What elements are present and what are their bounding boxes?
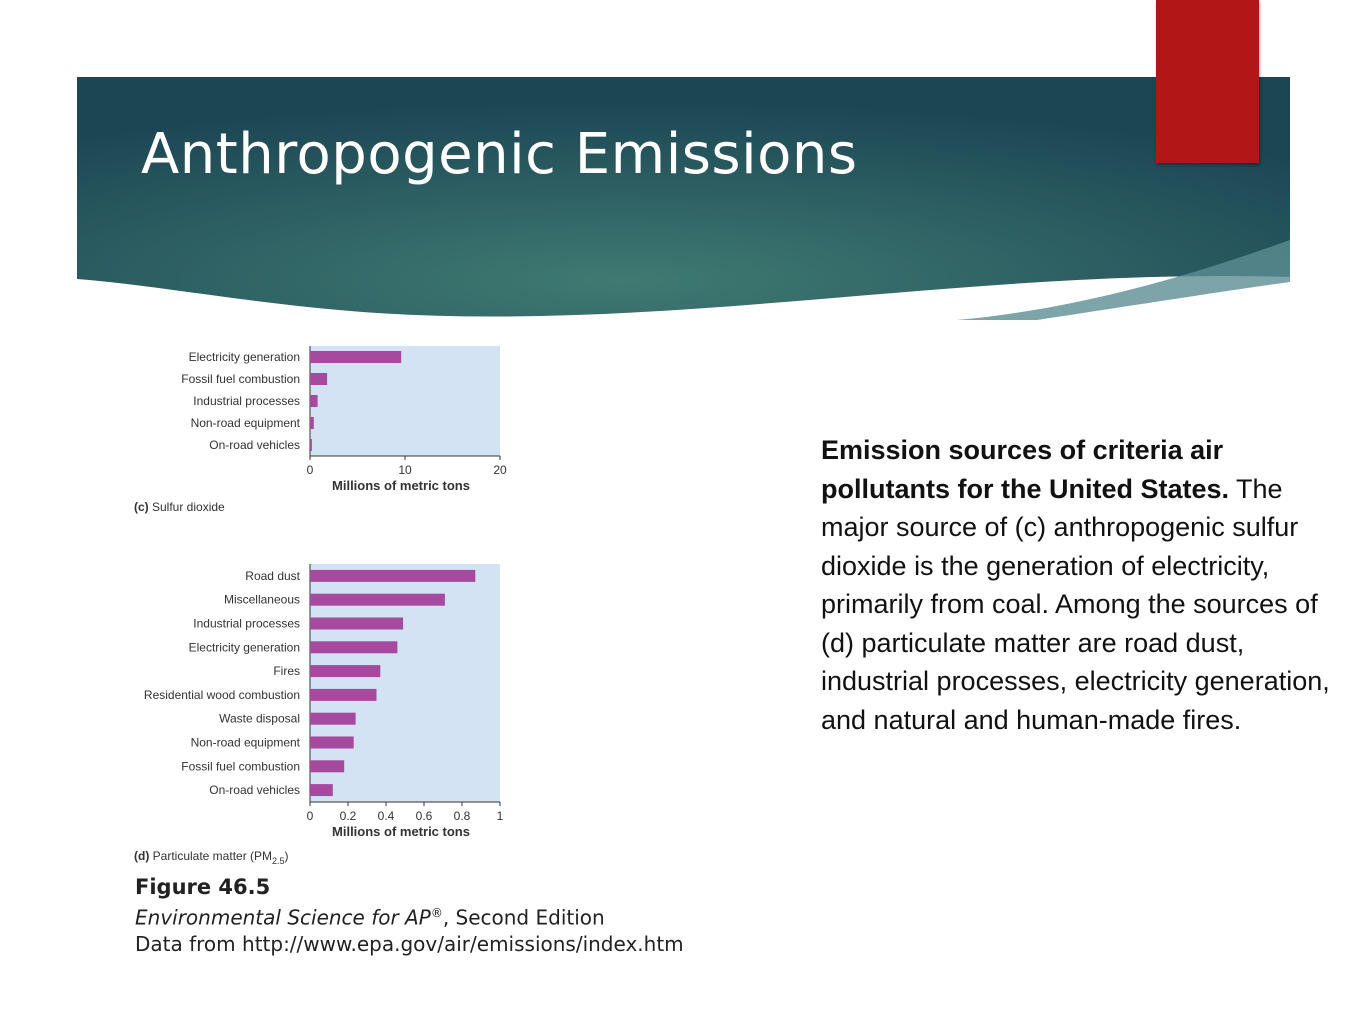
bar <box>310 665 380 677</box>
x-axis-title: Millions of metric tons <box>332 824 470 839</box>
figure-caption-text <box>821 431 1341 739</box>
panel-title: (c) Sulfur dioxide <box>134 500 225 514</box>
x-tick-label: 20 <box>493 463 507 477</box>
category-label: Residential wood combustion <box>143 687 300 702</box>
bar <box>310 594 445 606</box>
bar <box>310 417 314 429</box>
x-tick-label: 0.2 <box>339 809 357 823</box>
bar <box>310 395 318 407</box>
figure-book-edition: , Second Edition <box>442 905 605 930</box>
bar <box>310 737 354 749</box>
category-label: On-road vehicles <box>209 438 300 452</box>
category-label: Road dust <box>245 568 300 583</box>
x-tick-label: 0.8 <box>453 809 471 823</box>
category-label: Fossil fuel combustion <box>181 372 300 386</box>
chart-particulate-matter <box>120 556 540 866</box>
caption-bold: Emission sources of criteria air pollutants for the United States. <box>821 435 1230 504</box>
bar <box>310 351 401 363</box>
title-banner <box>77 77 1290 320</box>
x-tick-label: 10 <box>398 463 412 477</box>
chart-sulfur-dioxide <box>120 338 540 518</box>
figure-book-registered: ® <box>430 906 443 920</box>
x-tick-label: 0 <box>306 809 314 823</box>
category-label: Fossil fuel combustion <box>181 759 300 774</box>
x-tick-label: 0 <box>306 463 314 477</box>
x-tick-label: 0.4 <box>377 809 395 823</box>
chart-svg <box>120 338 540 518</box>
category-label: Electricity generation <box>188 350 300 364</box>
category-label: Electricity generation <box>188 640 300 655</box>
chart-svg <box>120 556 540 866</box>
bar <box>310 373 327 385</box>
bar <box>310 641 397 653</box>
red-accent-tab <box>1156 0 1259 163</box>
category-label: Industrial processes <box>193 616 300 631</box>
caption-body: The major source of (c) anthropogenic sulfur dioxide is the generation of electricity, primarily from coal. Among the sources of (d) particulate matter are road dust, industrial processes, electricity generation, and natural and human-made fires. <box>821 473 1330 735</box>
figure-credit <box>135 874 684 957</box>
category-label: Fires <box>273 664 300 679</box>
x-axis-title: Millions of metric tons <box>332 478 470 493</box>
category-label: Industrial processes <box>193 394 300 408</box>
bar <box>310 689 377 701</box>
slide-title: Anthropogenic Emissions <box>141 122 858 187</box>
bar <box>310 618 403 630</box>
category-label: Non-road equipment <box>190 735 300 750</box>
figure-source: Data from http://www.epa.gov/air/emissions/index.htm <box>135 931 684 956</box>
category-label: Miscellaneous <box>223 592 300 607</box>
bar <box>310 784 333 796</box>
bar <box>310 713 356 725</box>
x-tick-label: 0.6 <box>415 809 433 823</box>
figure-book <box>135 900 684 931</box>
bar <box>310 760 344 772</box>
figure-book-title: Environmental Science for AP <box>135 905 431 930</box>
bar <box>310 570 475 582</box>
category-label: Waste disposal <box>219 711 300 726</box>
bar <box>310 439 312 451</box>
figure-number: Figure 46.5 <box>135 875 271 899</box>
category-label: On-road vehicles <box>209 783 300 798</box>
x-tick-label: 1 <box>496 809 504 823</box>
panel-title: (d) Particulate matter $(PM_{2.5})$ <box>134 849 289 866</box>
category-label: Non-road equipment <box>190 416 300 430</box>
